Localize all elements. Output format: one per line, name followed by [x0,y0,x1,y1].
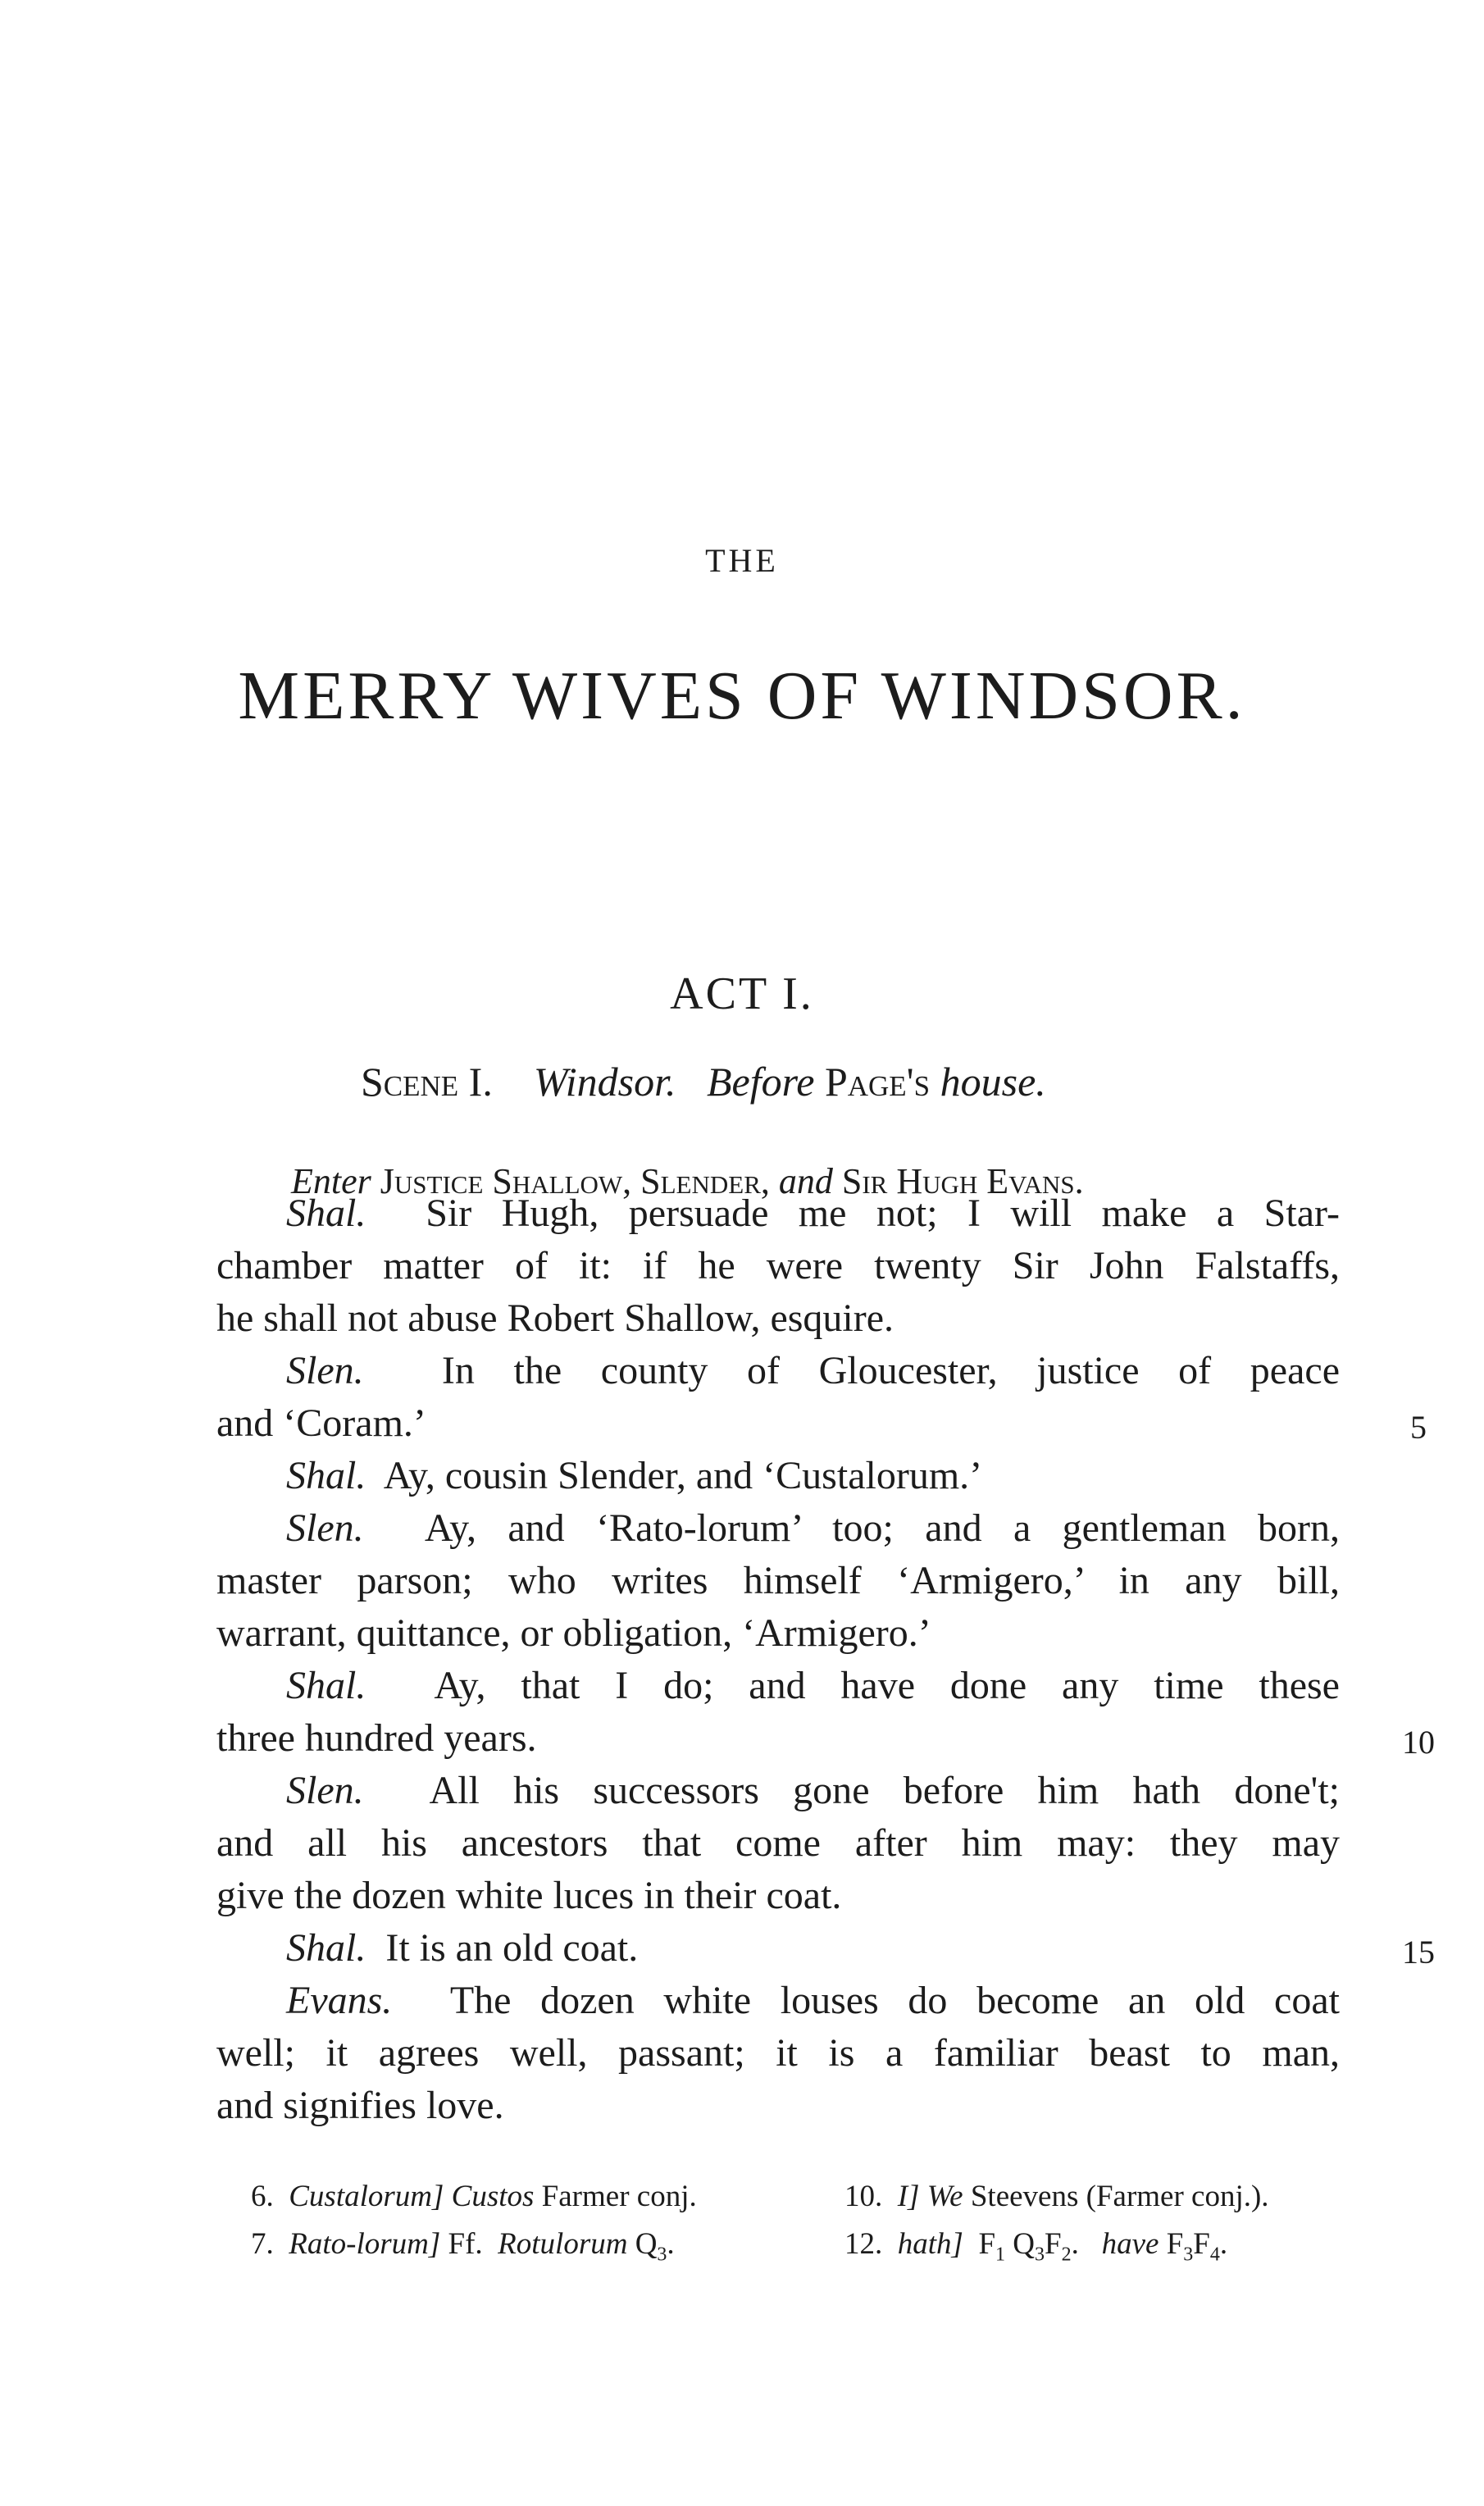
text-line: and all his ancestors that come after him may: they may [216,1821,1340,1865]
header-the: THE [705,542,779,579]
speaker: Shal. [286,1664,366,1707]
footnote-text: Farmer conj. [541,2180,697,2213]
speaker: Slen. [286,1769,364,1812]
footnote-punct: . [667,2227,675,2261]
footnote-punct: . [1219,2227,1228,2261]
speaker: Slen. [286,1349,364,1392]
footnote-lemma: Custalorum] [289,2180,444,2213]
speech: Ay, and ‘Rato-lorum’ too; and a gentleman born, [424,1506,1340,1550]
text-line [216,1922,1340,1975]
scene-house: house. [940,1059,1046,1105]
speech: Ay, cousin Slender, and ‘Custalorum.’ [383,1454,983,1497]
play-title: MERRY WIVES OF WINDSOR. [238,658,1246,734]
text-line: give the dozen white luces in their coat. [216,1874,842,1917]
text-line: chamber matter of it: if he were twenty Sir John Falstaffs, [216,1244,1340,1287]
speech: In the county of Gloucester, justice of peace [441,1349,1340,1392]
speech: All his successors gone before him hath done't; [429,1769,1340,1812]
speech: It is an old coat. [385,1926,639,1970]
speech: Sir Hugh, persuade me not; I will make a Star- [426,1191,1341,1235]
scene-heading [361,1058,1263,1105]
footnote-text: Ff. [448,2227,483,2261]
scene-place: Windsor. [533,1059,676,1105]
stage-enter: Enter [291,1161,371,1201]
text-line: master parson; who writes himself ‘Armigero,’ in any bill, [216,1559,1340,1602]
footnote-source-subscript: 3 [657,2244,667,2266]
footnote-reading: We [926,2180,963,2213]
text-line [216,1345,1340,1397]
text-line [216,1502,1340,1555]
speech: The dozen white louses do become an old coat [449,1979,1340,2022]
footnote-source: F [1166,2227,1184,2261]
scene-before: Before [707,1059,815,1105]
speaker: Shal. [286,1191,366,1235]
text-line: and ‘Coram.’ [216,1401,426,1445]
footnote-source-subscript: 3 [1035,2244,1045,2266]
footnote [251,2221,675,2278]
footnote-number: 6. [251,2180,274,2213]
stage-persons-2: Sir Hugh Evans. [841,1161,1084,1201]
footnote-source-subscript: 4 [1209,2244,1220,2266]
footnote-reading: Custos [451,2180,535,2213]
text-line: warrant, quittance, or obligation, ‘Armigero.’ [216,1611,931,1655]
scene-owner: Page's [824,1059,931,1105]
footnote [251,2173,697,2221]
line-number: 5 [1410,1409,1427,1446]
speaker: Evans. [286,1979,393,2022]
footnote-source-subscript: 3 [1183,2244,1194,2266]
footnote-source: F [1045,2227,1062,2261]
act-heading: ACT I. [670,968,814,1019]
footnote [844,2221,1227,2278]
footnote-number: 7. [251,2227,274,2261]
speaker: Slen. [286,1506,364,1550]
text-line: and signifies love. [216,2084,504,2127]
stage-and: and [778,1161,833,1201]
footnote-text: Steevens (Farmer conj.). [970,2180,1269,2213]
footnote-number: 12. [844,2227,883,2261]
footnote-punct: . [1071,2227,1079,2261]
line-number: 15 [1402,1934,1435,1971]
footnote [844,2173,1269,2221]
text-line [216,1450,1340,1502]
footnote-source-subscript: 1 [995,2244,1006,2266]
scene-number: Scene I. [361,1059,493,1105]
text-line: three hundred years. [216,1716,537,1760]
footnote-source: Q [1013,2227,1035,2261]
line-number: 10 [1402,1724,1435,1761]
text-line: well; it agrees well, passant; it is a familiar beast to man, [216,2031,1340,2075]
footnote-source: F [978,2227,996,2261]
footnote-source-subscript: 2 [1061,2244,1072,2266]
stage-persons-1: Justice Shallow, Slender, [380,1161,770,1201]
text-line [216,1187,1340,1240]
footnote-lemma: I] [897,2180,920,2213]
text-line [216,1660,1340,1712]
footnote-reading: have [1101,2227,1159,2261]
speaker: Shal. [286,1454,366,1497]
text-line [216,1765,1340,1817]
speech: Ay, that I do; and have done any time these [434,1664,1340,1707]
speaker: Shal. [286,1926,366,1970]
footnote-source: F [1193,2227,1210,2261]
footnote-lemma: hath] [897,2227,963,2261]
footnote-reading: Rotulorum [498,2227,628,2261]
text-line: he shall not abuse Robert Shallow, esquire. [216,1296,894,1340]
text-line [216,1975,1340,2027]
footnote-lemma: Rato-lorum] [289,2227,441,2261]
footnote-source: Q [635,2227,658,2261]
footnote-number: 10. [844,2180,883,2213]
